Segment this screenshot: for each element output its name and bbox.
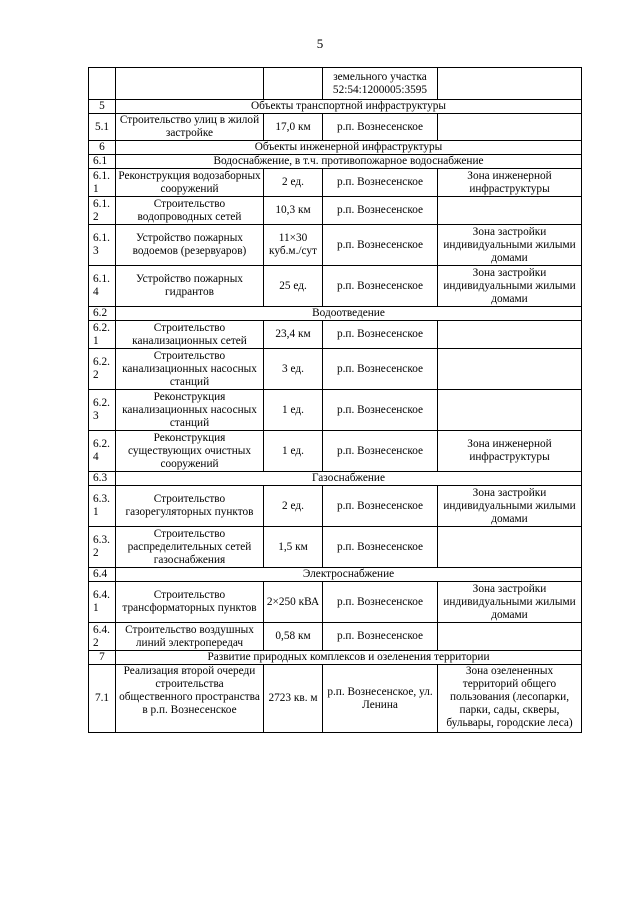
location: р.п. Вознесенское [323, 321, 438, 349]
zone [438, 321, 582, 349]
row-number: 6.2. 4 [89, 431, 116, 472]
section-number: 7 [89, 651, 116, 665]
section-row [89, 155, 582, 169]
row-number [89, 68, 116, 100]
location: р.п. Вознесенское [323, 225, 438, 266]
section-number: 6 [89, 141, 116, 155]
section-row [89, 141, 582, 155]
row-number: 6.1. 1 [89, 169, 116, 197]
table-row [89, 321, 582, 349]
location: р.п. Вознесенское, ул. Ленина [323, 665, 438, 733]
table-row [89, 527, 582, 568]
row-number: 6.4. 1 [89, 582, 116, 623]
section-title: Объекты транспортной инфраструктуры [116, 100, 582, 114]
table-row [89, 390, 582, 431]
zone [438, 623, 582, 651]
table-row [89, 225, 582, 266]
zone: Зона озелененных территорий общего пользования (лесопарки, парки, сады, скверы, бульвары, городские леса) [438, 665, 582, 733]
quantity: 23,4 км [264, 321, 323, 349]
zone: Зона инженерной инфраструктуры [438, 431, 582, 472]
quantity: 2 ед. [264, 169, 323, 197]
table-row [89, 431, 582, 472]
table-row [89, 486, 582, 527]
section-number: 5 [89, 100, 116, 114]
quantity: 1 ед. [264, 390, 323, 431]
quantity: 3 ед. [264, 349, 323, 390]
row-number: 6.1. 3 [89, 225, 116, 266]
location: р.п. Вознесенское [323, 582, 438, 623]
table-row [89, 349, 582, 390]
section-title: Газоснабжение [116, 472, 582, 486]
quantity [264, 68, 323, 100]
object-name: Устройство пожарных водоемов (резервуаров) [116, 225, 264, 266]
quantity: 2 ед. [264, 486, 323, 527]
section-title: Развитие природных комплексов и озеленения территории [116, 651, 582, 665]
object-name: Строительство канализационных сетей [116, 321, 264, 349]
table-row [89, 169, 582, 197]
table-row [89, 582, 582, 623]
zone [438, 390, 582, 431]
object-name: Строительство распределительных сетей газоснабжения [116, 527, 264, 568]
table-row [89, 665, 582, 733]
zone [438, 68, 582, 100]
location: земельного участка 52:54:1200005:3595 [323, 68, 438, 100]
row-number: 7.1 [89, 665, 116, 733]
row-number: 6.1. 2 [89, 197, 116, 225]
object-name: Строительство канализационных насосных станций [116, 349, 264, 390]
section-title: Объекты инженерной инфраструктуры [116, 141, 582, 155]
object-name [116, 68, 264, 100]
location: р.п. Вознесенское [323, 114, 438, 141]
object-name: Строительство трансформаторных пунктов [116, 582, 264, 623]
row-number: 6.2. 3 [89, 390, 116, 431]
zone [438, 197, 582, 225]
object-name: Реконструкция водозаборных сооружений [116, 169, 264, 197]
section-number: 6.2 [89, 307, 116, 321]
table-row [89, 197, 582, 225]
quantity: 2723 кв. м [264, 665, 323, 733]
location: р.п. Вознесенское [323, 431, 438, 472]
row-number: 6.3. 1 [89, 486, 116, 527]
row-number: 6.1. 4 [89, 266, 116, 307]
zone: Зона застройки индивидуальными жилыми домами [438, 266, 582, 307]
zone [438, 114, 582, 141]
object-name: Реализация второй очереди строительства общественного пространства в р.п. Вознесенское [116, 665, 264, 733]
table-row [89, 114, 582, 141]
location: р.п. Вознесенское [323, 527, 438, 568]
section-title: Водоснабжение, в т.ч. противопожарное водоснабжение [116, 155, 582, 169]
quantity: 25 ед. [264, 266, 323, 307]
object-name: Устройство пожарных гидрантов [116, 266, 264, 307]
quantity: 10,3 км [264, 197, 323, 225]
zone: Зона застройки индивидуальными жилыми домами [438, 486, 582, 527]
quantity: 1 ед. [264, 431, 323, 472]
quantity: 11×30 куб.м./сут [264, 225, 323, 266]
section-row [89, 651, 582, 665]
location: р.п. Вознесенское [323, 390, 438, 431]
section-number: 6.1 [89, 155, 116, 169]
object-name: Реконструкция существующих очистных сооружений [116, 431, 264, 472]
page-number: 5 [316, 36, 324, 51]
table-row [89, 68, 582, 100]
location: р.п. Вознесенское [323, 486, 438, 527]
row-number: 6.3. 2 [89, 527, 116, 568]
object-name: Строительство газорегуляторных пунктов [116, 486, 264, 527]
table-row [89, 623, 582, 651]
section-number: 6.3 [89, 472, 116, 486]
location: р.п. Вознесенское [323, 623, 438, 651]
planning-table [88, 67, 582, 733]
location: р.п. Вознесенское [323, 349, 438, 390]
row-number: 6.2. 1 [89, 321, 116, 349]
quantity: 2×250 кВА [264, 582, 323, 623]
object-name: Строительство воздушных линий электропередач [116, 623, 264, 651]
zone: Зона инженерной инфраструктуры [438, 169, 582, 197]
section-title: Электроснабжение [116, 568, 582, 582]
zone: Зона застройки индивидуальными жилыми домами [438, 582, 582, 623]
object-name: Строительство улиц в жилой застройке [116, 114, 264, 141]
section-row [89, 100, 582, 114]
object-name: Строительство водопроводных сетей [116, 197, 264, 225]
table-row [89, 266, 582, 307]
quantity: 1,5 км [264, 527, 323, 568]
quantity: 0,58 км [264, 623, 323, 651]
zone [438, 527, 582, 568]
row-number: 6.4. 2 [89, 623, 116, 651]
quantity: 17,0 км [264, 114, 323, 141]
location: р.п. Вознесенское [323, 169, 438, 197]
section-row [89, 307, 582, 321]
row-number: 6.2. 2 [89, 349, 116, 390]
section-row [89, 568, 582, 582]
section-number: 6.4 [89, 568, 116, 582]
location: р.п. Вознесенское [323, 197, 438, 225]
zone [438, 349, 582, 390]
zone: Зона застройки индивидуальными жилыми домами [438, 225, 582, 266]
section-row [89, 472, 582, 486]
location: р.п. Вознесенское [323, 266, 438, 307]
section-title: Водоотведение [116, 307, 582, 321]
object-name: Реконструкция канализационных насосных станций [116, 390, 264, 431]
row-number: 5.1 [89, 114, 116, 141]
